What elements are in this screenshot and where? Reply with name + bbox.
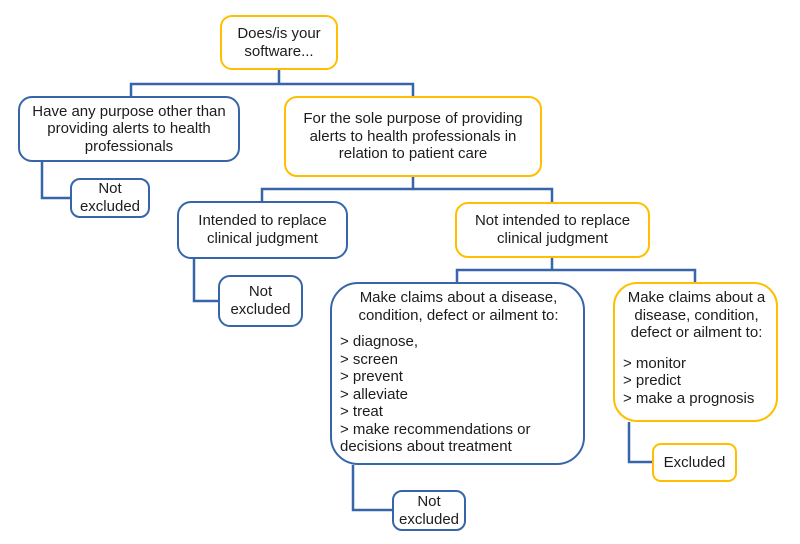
node-root-question (220, 15, 338, 70)
claims-monitor-list (623, 355, 770, 408)
node-not-excluded-1-label: Not excluded (79, 180, 141, 215)
claims-treatment-item: > treat (340, 403, 383, 421)
claims-monitor-heading: Make claims about a disease, condition, defect or ailment to: (627, 289, 766, 342)
claims-treatment-item: > screen (340, 350, 398, 368)
claims-treatment-item: > make recommendations or decisions about treatment (340, 420, 531, 456)
connector-claims-notexcluded (353, 465, 392, 510)
claims-monitor-item: > predict (623, 372, 681, 390)
node-intended-replace (177, 201, 348, 259)
node-claims-monitor (613, 282, 778, 422)
node-not-excluded-2 (218, 275, 303, 327)
claims-treatment-item: > alleviate (340, 385, 408, 403)
claims-treatment-item: > prevent (340, 368, 403, 386)
node-not-intended-replace (455, 202, 650, 258)
connector-intended-notexcluded (194, 259, 218, 301)
connector-root-split (131, 70, 413, 96)
node-intended-replace-label: Intended to replace clinical judgment (198, 212, 327, 247)
node-sole-purpose-label: For the sole purpose of providing alerts to health professionals in relation to patient care (303, 110, 523, 163)
node-claims-treatment (330, 282, 585, 465)
connector-notintended-split (457, 258, 695, 282)
node-other-purpose-label: Have any purpose other than providing alerts to health professionals (32, 102, 226, 155)
claims-treatment-item: > diagnose, (340, 333, 418, 351)
node-not-excluded-3-label: Not excluded (398, 492, 460, 528)
claims-treatment-list (340, 333, 577, 456)
node-not-excluded-1 (70, 178, 150, 218)
claims-monitor-item: > make a prognosis (623, 389, 755, 407)
node-other-purpose (18, 96, 240, 162)
node-excluded-label: Excluded (663, 453, 726, 471)
connector-claims-excluded (629, 422, 652, 462)
node-root-label: Does/is your software... (237, 24, 321, 60)
node-not-intended-replace-label: Not intended to replace clinical judgment (474, 212, 631, 247)
connector-other-notexcluded (42, 162, 70, 198)
connector-sole-split (262, 177, 552, 202)
node-sole-purpose (284, 96, 542, 177)
claims-monitor-item: > monitor (623, 354, 686, 372)
claims-treatment-heading: Make claims about a disease, condition, defect or ailment to: (358, 289, 559, 324)
node-not-excluded-2-label: Not excluded (230, 283, 291, 318)
node-not-excluded-3 (392, 490, 466, 531)
node-excluded (652, 443, 737, 482)
